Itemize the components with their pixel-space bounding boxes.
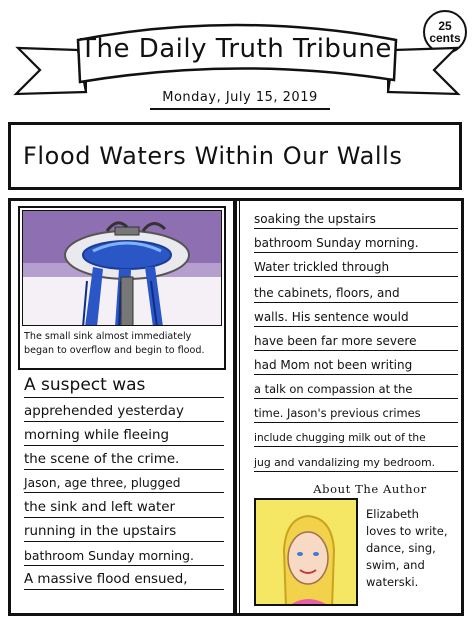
bio-line: dance, sing, bbox=[366, 541, 436, 555]
article-line: Water trickled through bbox=[254, 260, 458, 274]
article-line: bathroom Sunday morning. bbox=[24, 548, 224, 563]
masthead-title: The Daily Truth Tribune bbox=[80, 34, 392, 64]
article-line: walls. His sentence would bbox=[254, 310, 458, 324]
caption-line: The small sink almost immediately bbox=[24, 331, 192, 342]
article-line: Jason, age three, plugged bbox=[24, 476, 224, 490]
author-portrait bbox=[254, 498, 358, 606]
article-line: had Mom not been writing bbox=[254, 358, 458, 372]
bio-line: swim, and bbox=[366, 558, 425, 572]
bio-line: waterski. bbox=[366, 575, 419, 589]
article-line: soaking the upstairs bbox=[254, 212, 458, 226]
photo-caption bbox=[24, 330, 222, 358]
caption-line: began to overflow and begin to flood. bbox=[24, 345, 205, 356]
headline-box bbox=[8, 122, 462, 190]
article-line: have been far more severe bbox=[254, 334, 458, 348]
column-divider bbox=[233, 201, 237, 613]
price-amount: 25 bbox=[438, 19, 452, 33]
about-author-heading: About The Author bbox=[313, 482, 427, 496]
dateline-underline bbox=[150, 108, 330, 110]
headline: Flood Waters Within Our Walls bbox=[23, 142, 403, 170]
article-line: running in the upstairs bbox=[24, 524, 224, 539]
article-line: the sink and left water bbox=[24, 500, 224, 515]
dateline: Monday, July 15, 2019 bbox=[162, 90, 318, 105]
article-line: include chugging milk out of the bbox=[254, 432, 458, 444]
article-line: A massive flood ensued, bbox=[24, 572, 224, 587]
article-line: the scene of the crime. bbox=[24, 452, 224, 467]
bio-line: loves to write, bbox=[366, 524, 448, 538]
article-line: time. Jason's previous crimes bbox=[254, 406, 458, 420]
article-line: A suspect was bbox=[24, 375, 224, 395]
article-line: morning while fleeing bbox=[24, 428, 224, 443]
author-bio bbox=[366, 506, 460, 591]
sink-drawing bbox=[22, 210, 222, 326]
price-unit: cents bbox=[429, 31, 461, 45]
article-line: a talk on compassion at the bbox=[254, 382, 458, 396]
column-divider-thin bbox=[239, 201, 240, 613]
article-line: bathroom Sunday morning. bbox=[254, 236, 458, 250]
article-line: jug and vandalizing my bedroom. bbox=[254, 456, 458, 469]
article-line: apprehended yesterday bbox=[24, 404, 224, 419]
article-line: the cabinets, floors, and bbox=[254, 286, 458, 300]
bio-line: Elizabeth bbox=[366, 507, 419, 521]
